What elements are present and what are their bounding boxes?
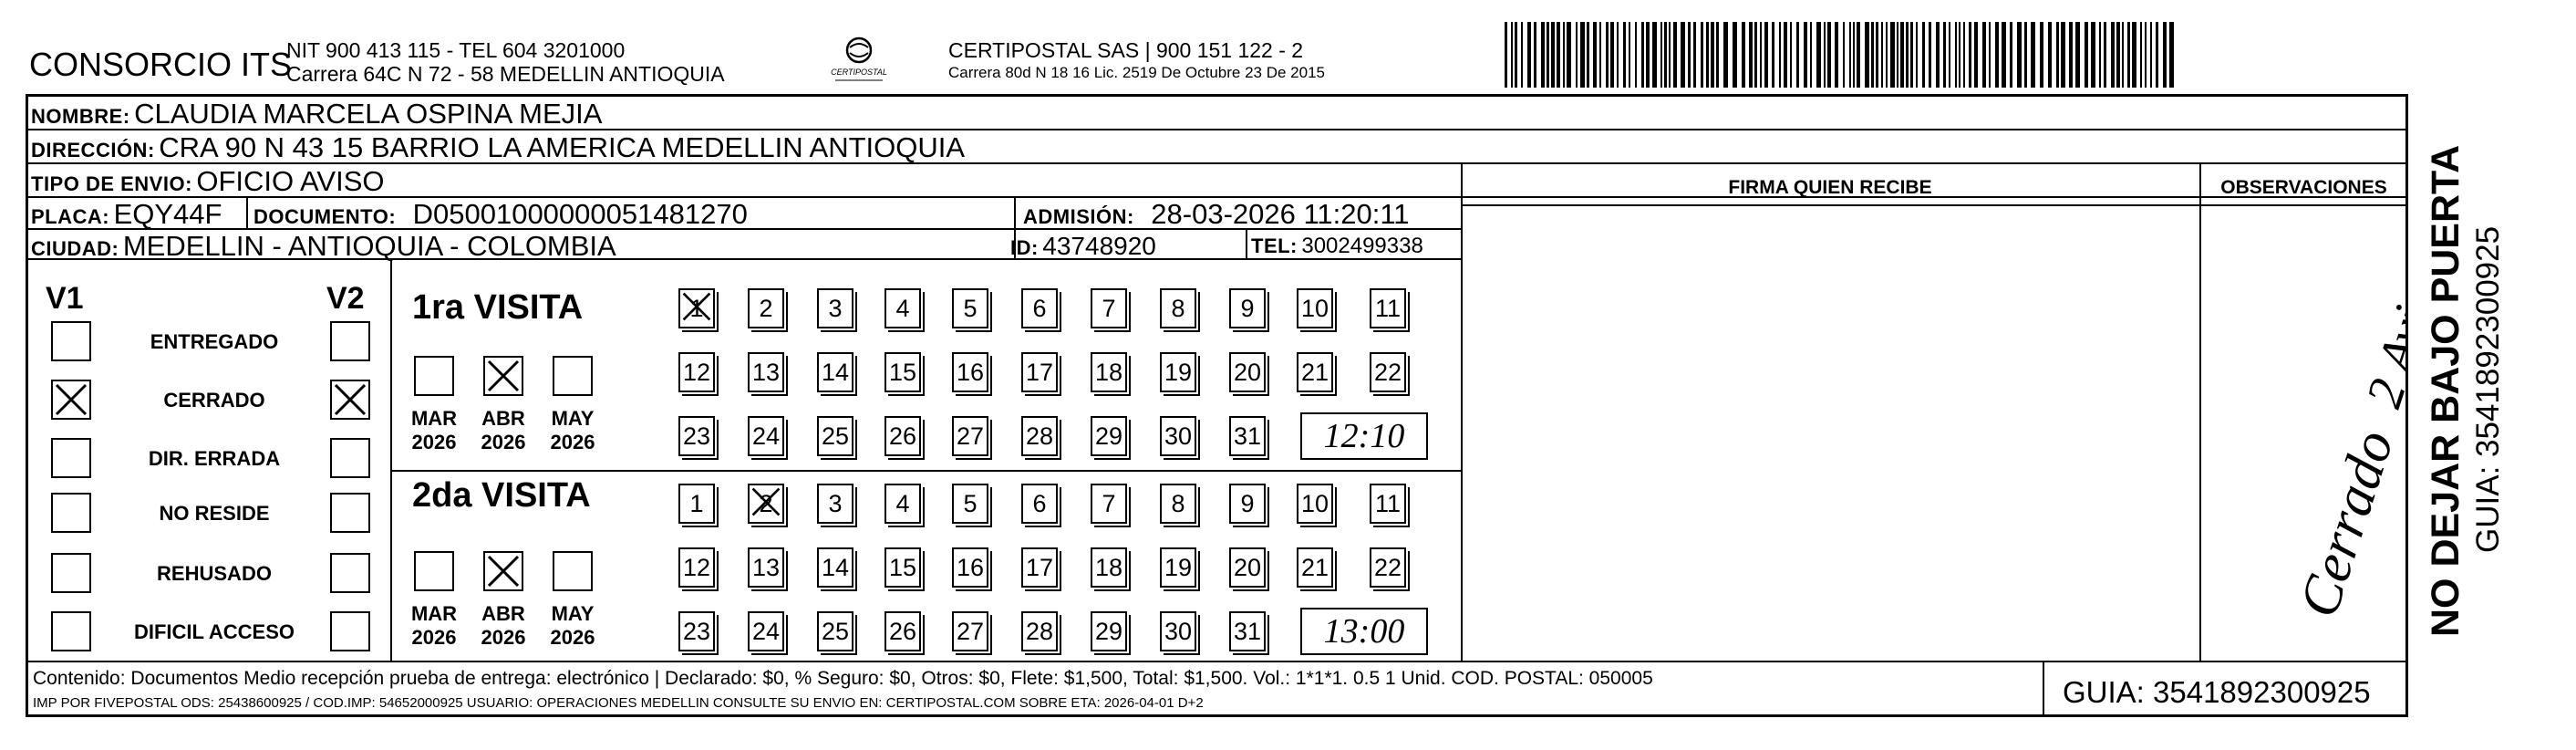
side-no-dejar: [2422, 130, 2466, 641]
first-visit-day-11[interactable]: 11: [1370, 288, 1406, 328]
observaciones-header: OBSERVACIONES: [2220, 177, 2387, 198]
v2-checkbox-3[interactable]: [330, 438, 370, 478]
second-visit-day-23[interactable]: 23: [678, 611, 715, 651]
second-visit-day-6[interactable]: 6: [1021, 484, 1058, 524]
admision-label: ADMISIÓN:: [1023, 205, 1134, 228]
documento-row: [253, 198, 748, 231]
second-visit-month-label: MAY 2026: [550, 602, 595, 649]
status-label: ENTREGADO: [150, 330, 279, 353]
second-visit-day-16[interactable]: 16: [952, 547, 988, 588]
second-visit-day-18[interactable]: 18: [1091, 547, 1127, 588]
status-label: DIFICIL ACCESO: [133, 620, 295, 643]
first-visit-day-15[interactable]: 15: [885, 352, 921, 392]
first-visit-day-22[interactable]: 22: [1370, 352, 1406, 392]
svg-text:CERTIPOSTAL: CERTIPOSTAL: [831, 68, 887, 77]
second-visit-day-7[interactable]: 7: [1091, 484, 1127, 524]
id-row: [1010, 232, 1156, 261]
firma-header: FIRMA QUIEN RECIBE: [1728, 177, 1932, 198]
second-visit-day-28[interactable]: 28: [1021, 611, 1058, 651]
first-visit-day-18[interactable]: 18: [1091, 352, 1127, 392]
direccion-row: [31, 131, 965, 164]
second-visit-day-19[interactable]: 19: [1160, 547, 1196, 588]
second-visit-day-30[interactable]: 30: [1160, 611, 1196, 651]
v2-checkbox-6[interactable]: [330, 611, 370, 651]
first-visit-day-6[interactable]: 6: [1021, 288, 1058, 328]
first-visit-month-label: MAY 2026: [550, 407, 595, 453]
first-visit-month-label: ABR 2026: [481, 407, 526, 453]
admision-value: 28-03-2026 11:20:11: [1151, 198, 1410, 230]
tel-label: TEL:: [1251, 234, 1298, 257]
second-visit-day-10[interactable]: 10: [1297, 484, 1333, 524]
nombre-label: NOMBRE:: [31, 105, 130, 128]
ciudad-label: CIUDAD:: [31, 237, 119, 260]
courier-line-2: Carrera 80d N 18 16 Lic. 2519 De Octubre 23 De 2015: [948, 64, 1325, 81]
status-label: REHUSADO: [157, 562, 272, 585]
first-visit-day-9[interactable]: 9: [1229, 288, 1266, 328]
second-visit-day-12[interactable]: 12: [678, 547, 715, 588]
v2-checkbox-4[interactable]: [330, 493, 370, 533]
second-visit-day-24[interactable]: 24: [748, 611, 784, 651]
second-visit-day-9[interactable]: 9: [1229, 484, 1266, 524]
ciudad-row: [31, 230, 616, 263]
first-visit-day-28[interactable]: 28: [1021, 416, 1058, 456]
v1-checkbox-2[interactable]: [51, 380, 91, 420]
first-visit-day-13[interactable]: 13: [748, 352, 784, 392]
first-visit-day-8[interactable]: 8: [1160, 288, 1196, 328]
first-visit-day-25[interactable]: 25: [817, 416, 853, 456]
company-name: CONSORCIO ITS: [29, 46, 293, 83]
company-address: Carrera 64C N 72 - 58 MEDELLIN ANTIOQUIA: [286, 62, 725, 86]
second-visit-day-21[interactable]: 21: [1297, 547, 1333, 588]
svg-text:NO DEJAR BAJO PUERTA: NO DEJAR BAJO PUERTA: [2424, 144, 2466, 637]
second-visit-title: 2da VISITA: [412, 476, 591, 515]
footer-contenido: Contenido: Documentos Medio recepción prueba de entrega: electrónico | Declarado: $0, % Seguro: $0, Otros: $0, Flete: $1,500, Total: $1,500. Vol.: 1*1*1. 0.5 1 Unid. COD. POSTAL: 050005: [33, 668, 1653, 689]
admision-row: [1023, 198, 1410, 231]
v2-checkbox-1[interactable]: [330, 321, 370, 361]
second-visit-day-20[interactable]: 20: [1229, 547, 1266, 588]
second-visit-month-label: ABR 2026: [481, 602, 526, 649]
first-visit-day-24[interactable]: 24: [748, 416, 784, 456]
v1-checkbox-6[interactable]: [51, 611, 91, 651]
ciudad-value: MEDELLIN - ANTIOQUIA - COLOMBIA: [122, 230, 616, 262]
first-visit-day-20[interactable]: 20: [1229, 352, 1266, 392]
first-visit-day-10[interactable]: 10: [1297, 288, 1333, 328]
footer-guia: GUIA: 3541892300925: [2063, 675, 2371, 709]
first-visit-day-30[interactable]: 30: [1160, 416, 1196, 456]
first-visit-day-19[interactable]: 19: [1160, 352, 1196, 392]
tipo-label: TIPO DE ENVIO:: [31, 172, 192, 195]
first-visit-month-label: MAR 2026: [410, 407, 458, 453]
svg-text:GUIA: 3541892300925: GUIA: 3541892300925: [2470, 225, 2506, 553]
first-visit-day-12[interactable]: 12: [678, 352, 715, 392]
first-visit-day-3[interactable]: 3: [817, 288, 853, 328]
first-visit-day-1[interactable]: 1: [678, 288, 715, 328]
second-visit-day-8[interactable]: 8: [1160, 484, 1196, 524]
v1-header: V1: [46, 281, 84, 316]
tipo-row: [31, 165, 385, 198]
first-visit-day-2[interactable]: 2: [748, 288, 784, 328]
second-visit-day-13[interactable]: 13: [748, 547, 784, 588]
second-visit-month-checkbox-abr[interactable]: [483, 551, 523, 591]
first-visit-month-checkbox-may[interactable]: [553, 356, 593, 396]
first-visit-day-23[interactable]: 23: [678, 416, 715, 456]
second-visit-day-26[interactable]: 26: [885, 611, 921, 651]
second-visit-day-11[interactable]: 11: [1370, 484, 1406, 524]
placa-value: EQY44F: [113, 198, 222, 230]
first-visit-day-29[interactable]: 29: [1091, 416, 1127, 456]
tipo-value: OFICIO AVISO: [196, 165, 385, 197]
v1-checkbox-1[interactable]: [51, 321, 91, 361]
id-value: 43748920: [1042, 232, 1156, 260]
second-visit-day-1[interactable]: 1: [678, 484, 715, 524]
first-visit-day-31[interactable]: 31: [1229, 416, 1266, 456]
placa-row: [31, 198, 222, 231]
second-visit-day-5[interactable]: 5: [952, 484, 988, 524]
status-label: DIR. ERRADA: [148, 447, 281, 470]
first-visit-title: 1ra VISITA: [412, 288, 584, 327]
second-visit-day-2[interactable]: 2: [748, 484, 784, 524]
barcode: [1505, 22, 2178, 88]
company-nit: NIT 900 413 115 - TEL 604 3201000: [286, 38, 626, 62]
first-visit-month-checkbox-abr[interactable]: [483, 356, 523, 396]
handwritten-observation: [2225, 255, 2407, 648]
first-visit-day-16[interactable]: 16: [952, 352, 988, 392]
first-visit-day-14[interactable]: 14: [817, 352, 853, 392]
tel-row: [1251, 234, 1423, 259]
v1-checkbox-4[interactable]: [51, 493, 91, 533]
second-visit-month-checkbox-mar[interactable]: [414, 551, 454, 591]
v1-checkbox-3[interactable]: [51, 438, 91, 478]
first-visit-day-4[interactable]: 4: [885, 288, 921, 328]
second-visit-day-25[interactable]: 25: [817, 611, 853, 651]
first-visit-day-27[interactable]: 27: [952, 416, 988, 456]
direccion-label: DIRECCIÓN:: [31, 139, 155, 161]
first-visit-time-box: 12:10: [1300, 412, 1428, 460]
tel-value: 3002499338: [1301, 234, 1423, 258]
first-visit-day-26[interactable]: 26: [885, 416, 921, 456]
id-label: ID:: [1010, 236, 1039, 259]
first-visit-month-checkbox-mar[interactable]: [414, 356, 454, 396]
second-visit-day-15[interactable]: 15: [885, 547, 921, 588]
footer-imp: IMP POR FIVEPOSTAL ODS: 25438600925 / COD.IMP: 54652000925 USUARIO: OPERACIONES MEDELLIN CONSULTE SU ENVIO EN: CERTIPOSTAL.COM SOBRE ETA: 2026-04-01 D+2: [33, 695, 1204, 711]
second-visit-day-17[interactable]: 17: [1021, 547, 1058, 588]
svg-text:2 Aviso: 2 Aviso: [2355, 255, 2407, 415]
svg-text:Cerrado: Cerrado: [2287, 422, 2406, 625]
v1-checkbox-5[interactable]: [51, 553, 91, 593]
second-visit-day-14[interactable]: 14: [817, 547, 853, 588]
second-visit-day-29[interactable]: 29: [1091, 611, 1127, 651]
second-visit-time-box: 13:00: [1300, 608, 1428, 655]
v2-checkbox-5[interactable]: [330, 553, 370, 593]
v2-checkbox-2[interactable]: [330, 380, 370, 420]
v2-header: V2: [326, 281, 365, 316]
first-visit-day-21[interactable]: 21: [1297, 352, 1333, 392]
placa-label: PLACA:: [31, 205, 110, 228]
side-guia: [2467, 173, 2506, 557]
direccion-value: CRA 90 N 43 15 BARRIO LA AMERICA MEDELLIN ANTIOQUIA: [159, 131, 966, 163]
documento-value: D05001000000051481270: [412, 198, 748, 230]
first-visit-day-5[interactable]: 5: [952, 288, 988, 328]
second-visit-day-4[interactable]: 4: [885, 484, 921, 524]
nombre-value: CLAUDIA MARCELA OSPINA MEJIA: [134, 98, 603, 130]
certipostal-logo: [822, 35, 895, 88]
documento-label: DOCUMENTO:: [253, 205, 397, 228]
status-label: CERRADO: [163, 389, 265, 411]
second-visit-day-27[interactable]: 27: [952, 611, 988, 651]
second-visit-month-label: MAR 2026: [410, 602, 458, 649]
nombre-row: [31, 98, 602, 130]
first-visit-day-17[interactable]: 17: [1021, 352, 1058, 392]
second-visit-day-31[interactable]: 31: [1229, 611, 1266, 651]
first-visit-day-7[interactable]: 7: [1091, 288, 1127, 328]
status-label: NO RESIDE: [159, 502, 270, 525]
courier-line-1: CERTIPOSTAL SAS | 900 151 122 - 2: [948, 38, 1304, 62]
second-visit-month-checkbox-may[interactable]: [553, 551, 593, 591]
second-visit-day-3[interactable]: 3: [817, 484, 853, 524]
second-visit-day-22[interactable]: 22: [1370, 547, 1406, 588]
